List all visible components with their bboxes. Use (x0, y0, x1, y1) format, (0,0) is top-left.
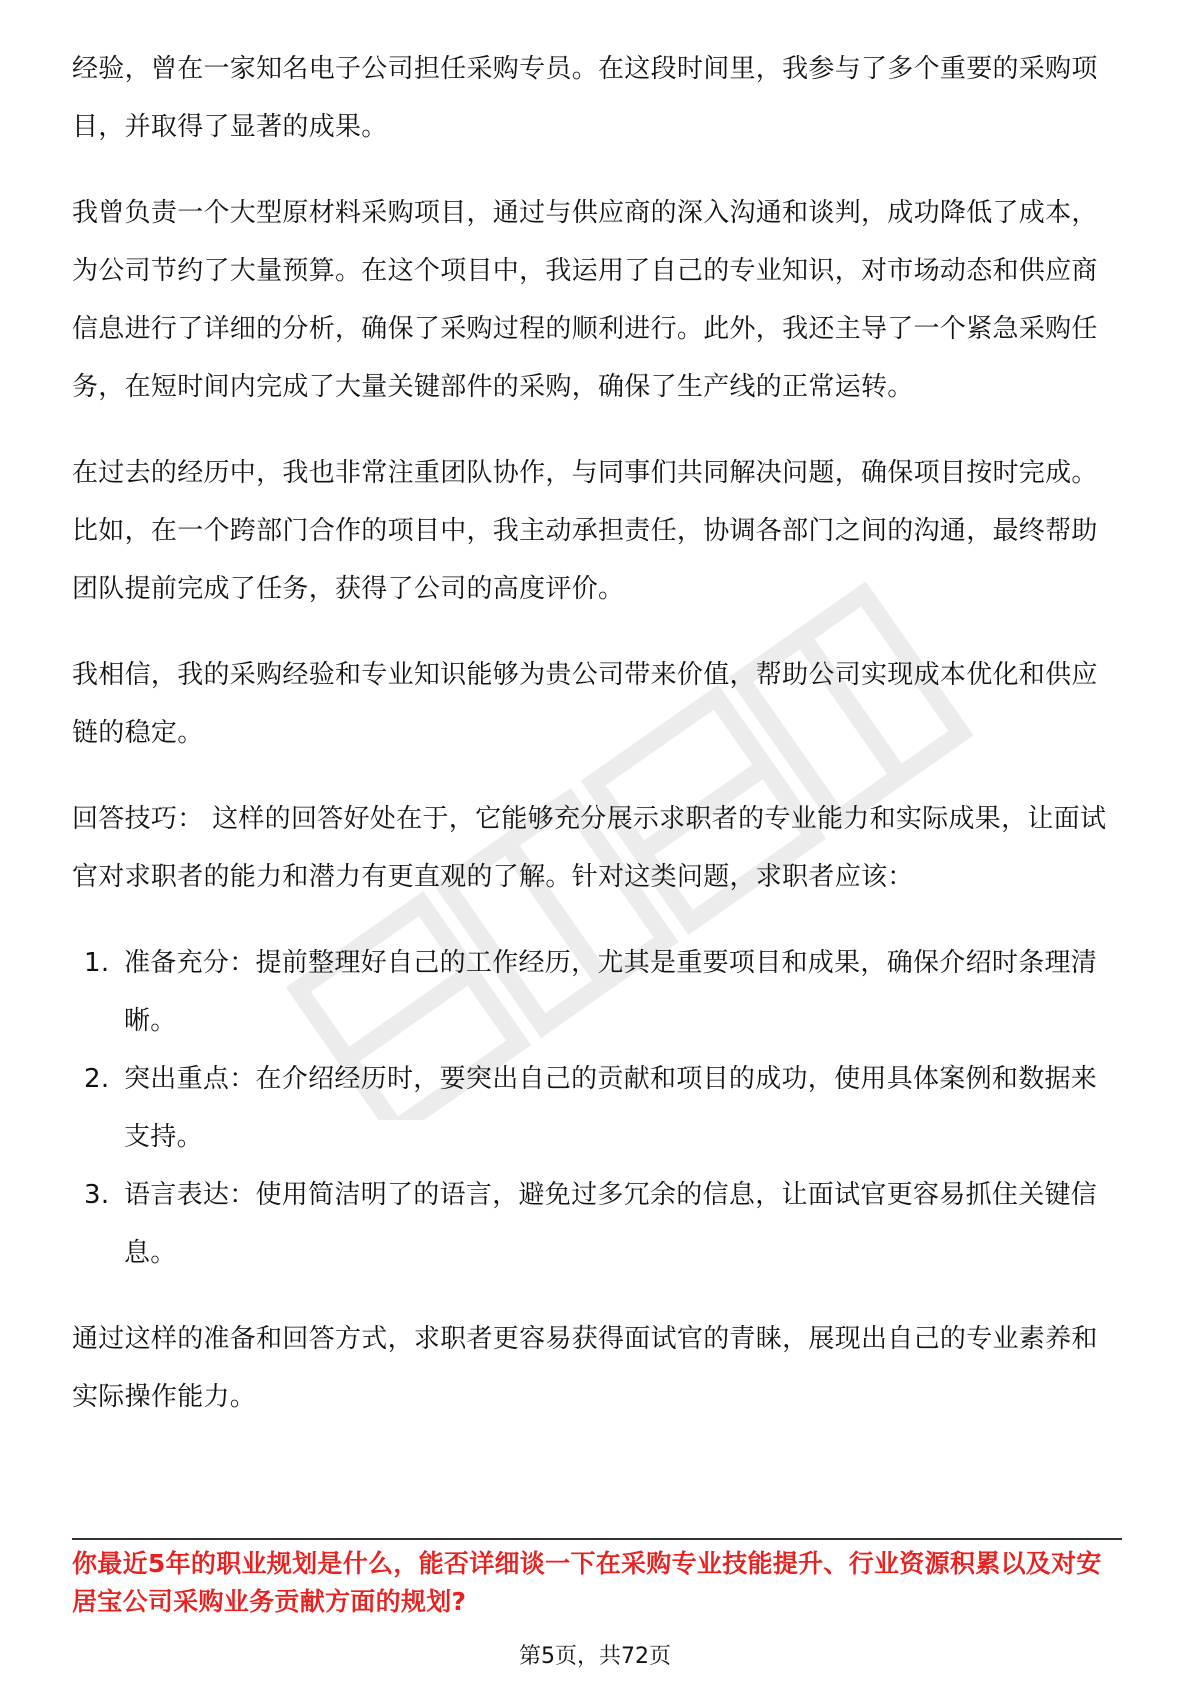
paragraph-closing: 通过这样的准备和回答方式，求职者更容易获得面试官的青睐，展现出自己的专业素养和实际操作能力。 (72, 1324, 1098, 1412)
paragraph-procurement-project: 我曾负责一个大型原材料采购项目，通过与供应商的深入沟通和谈判，成功降低了成本，为公司节约了大量预算。在这个项目中，我运用了自己的专业知识，对市场动态和供应商信息进行了详细的分析，确保了采购过程的顺利进行。此外，我还主导了一个紧急采购任务，在短时间内完成了大量关键部件的采购，确保了生产线的正常运转。 (72, 198, 1098, 402)
list-item-number: 3. (84, 1180, 110, 1210)
tips-list (72, 934, 1122, 1282)
paragraph-experience-intro: 经验，曾在一家知名电子公司担任采购专员。在这段时间里，我参与了多个重要的采购项目，并取得了显著的成果。 (72, 54, 1098, 142)
list-item (72, 934, 1122, 1050)
list-item (72, 1050, 1122, 1166)
list-item-text: 突出重点：在介绍经历时，要突出自己的贡献和项目的成功，使用具体案例和数据来支持。 (124, 1064, 1098, 1152)
paragraph-answer-tips: 回答技巧： 这样的回答好处在于，它能够充分展示求职者的专业能力和实际成果，让面试官对求职者的能力和潜力有更直观的了解。针对这类问题，求职者应该： (72, 804, 1107, 892)
paragraph-value: 我相信，我的采购经验和专业知识能够为贵公司带来价值，帮助公司实现成本优化和供应链的稳定。 (72, 660, 1098, 748)
list-item (72, 1166, 1122, 1282)
page-number: 第5页，共72页 (519, 1644, 671, 1669)
main-content (72, 40, 1122, 1454)
paragraph-teamwork: 在过去的经历中，我也非常注重团队协作，与同事们共同解决问题，确保项目按时完成。比如，在一个跨部门合作的项目中，我主动承担责任，协调各部门之间的沟通，最终帮助团队提前完成了任务，获得了公司的高度评价。 (72, 458, 1098, 604)
list-item-text: 语言表达：使用简洁明了的语言，避免过多冗余的信息，让面试官更容易抓住关键信息。 (124, 1180, 1098, 1268)
list-item-text: 准备充分：提前整理好自己的工作经历，尤其是重要项目和成果，确保介绍时条理清晰。 (124, 948, 1098, 1036)
list-item-number: 1. (84, 948, 110, 978)
next-interview-question: 你最近5年的职业规划是什么，能否详细谈一下在采购专业技能提升、行业资源积累以及对安居宝公司采购业务贡献方面的规划? (72, 1549, 1102, 1616)
list-item-number: 2. (84, 1064, 110, 1094)
section-divider (72, 1538, 1122, 1540)
